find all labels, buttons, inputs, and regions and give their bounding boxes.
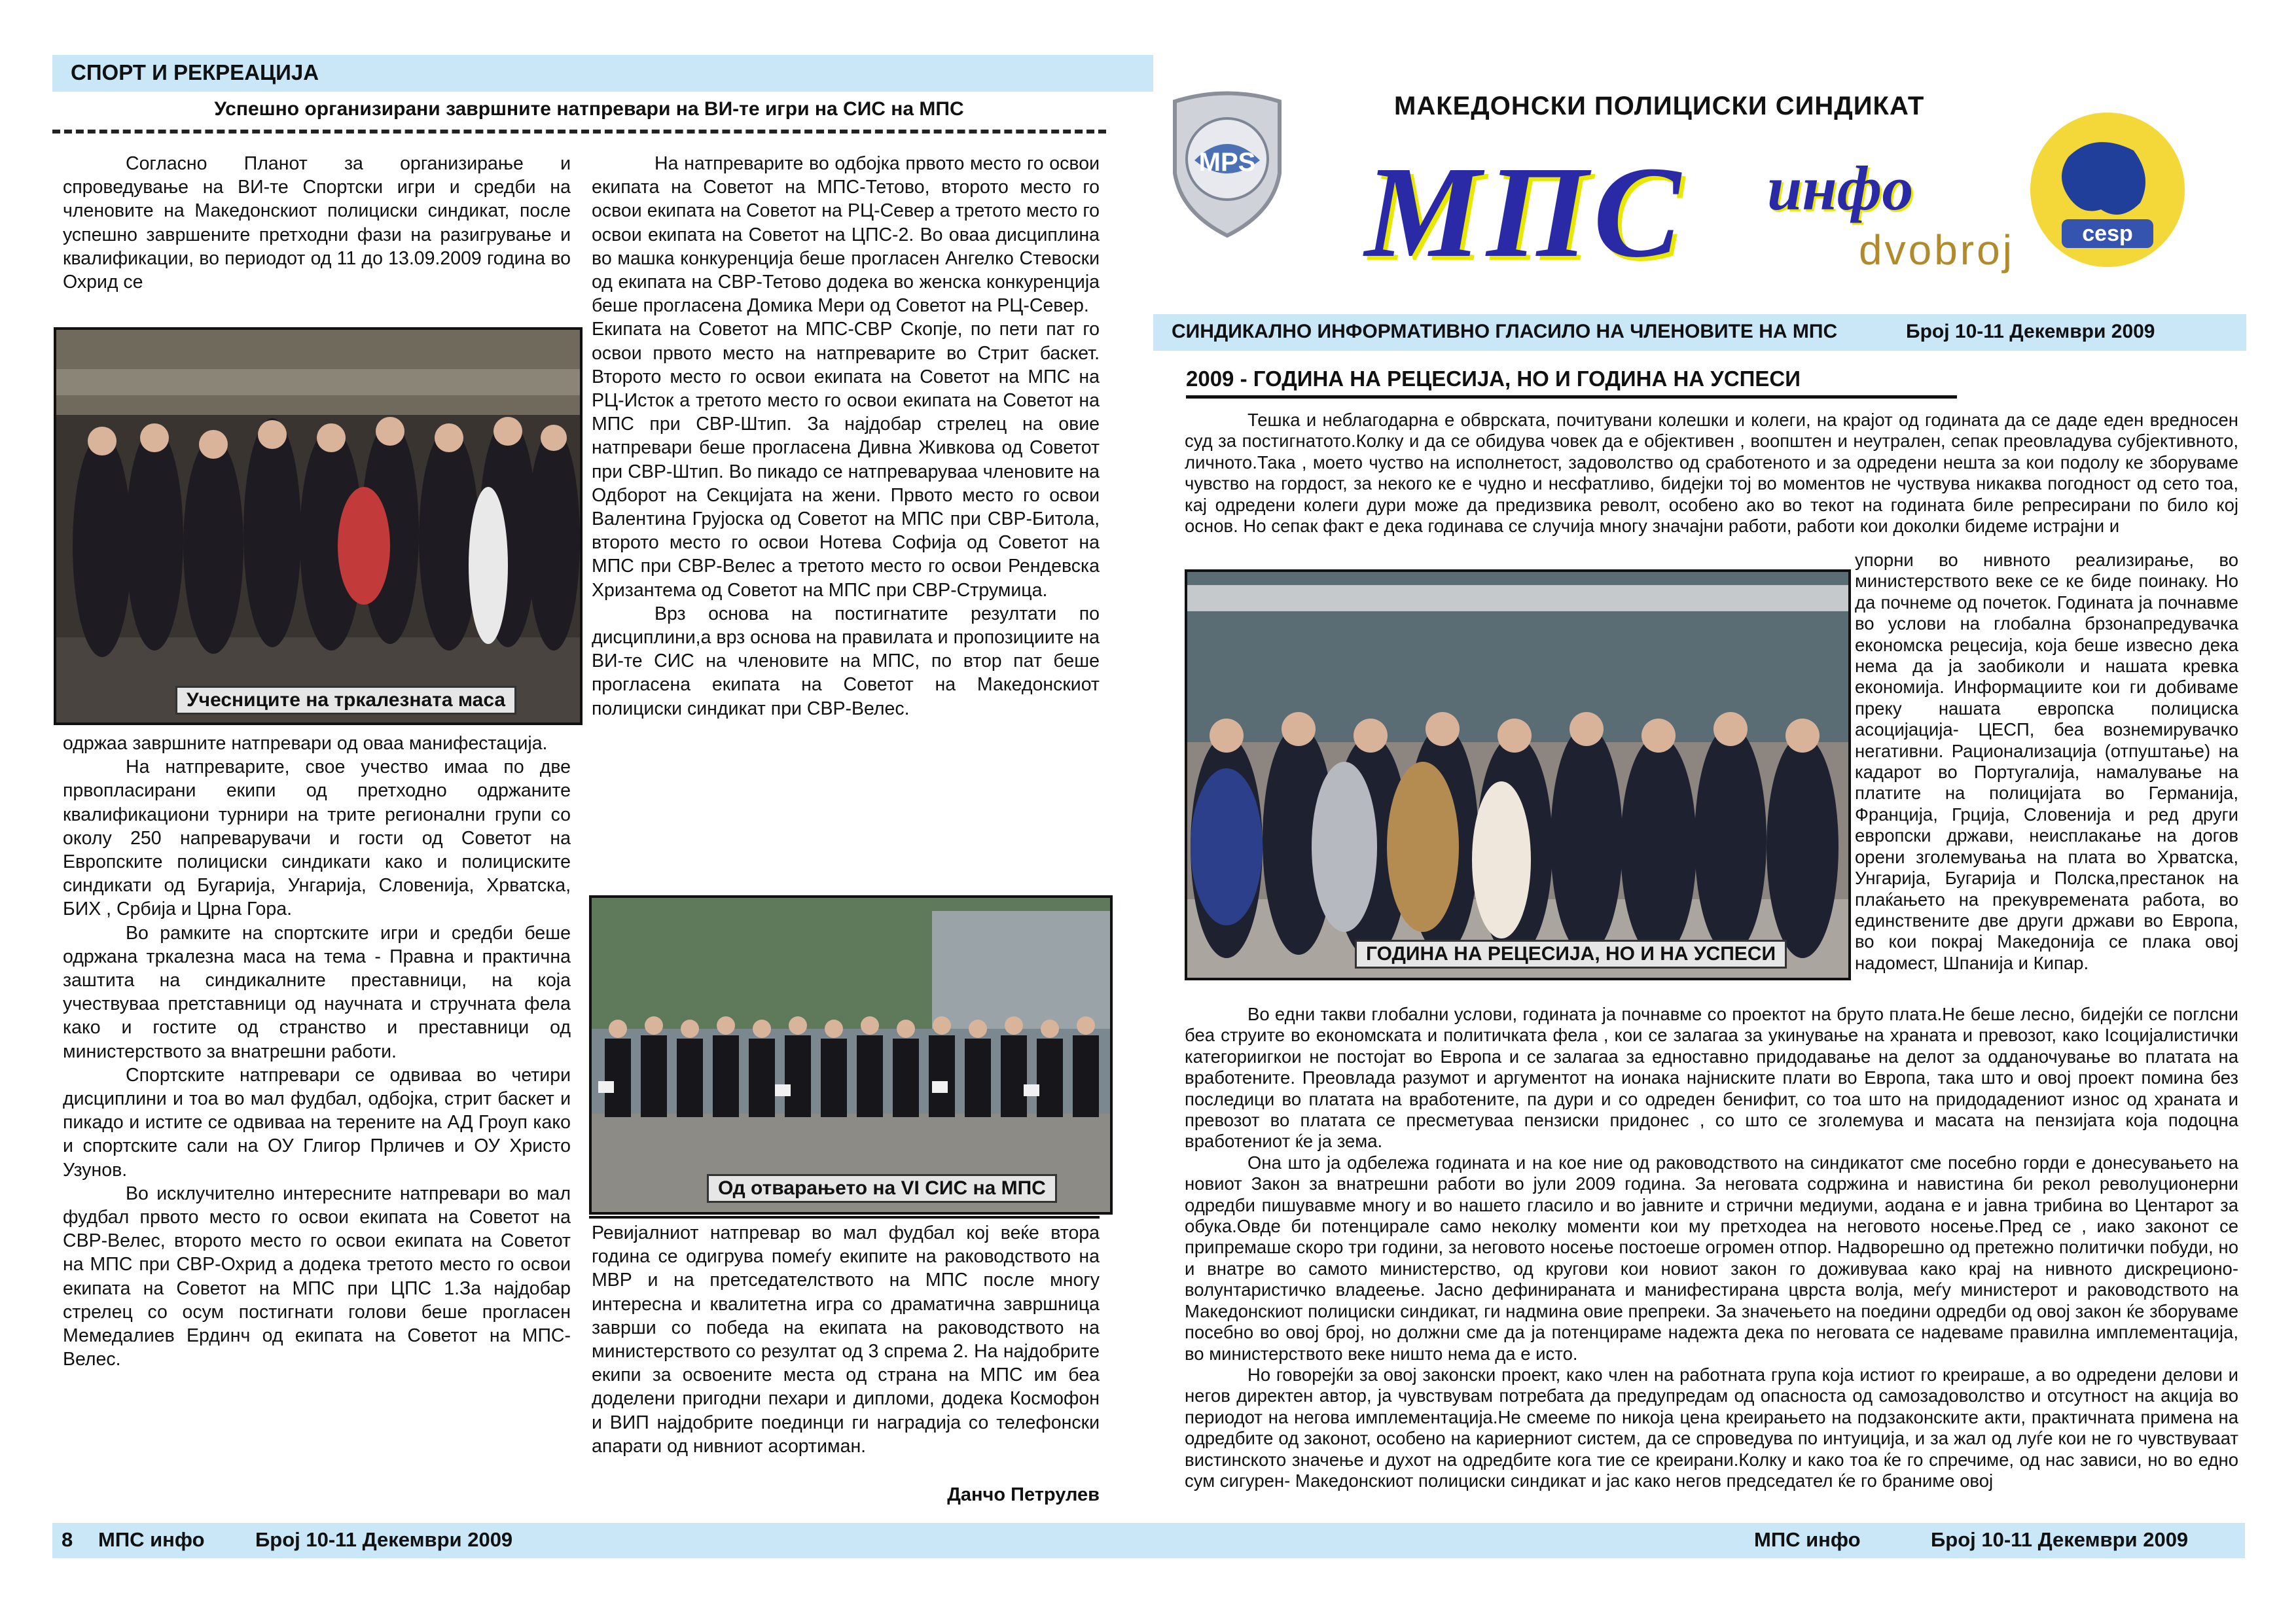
subtitle-text: СИНДИКАЛНО ИНФОРМАТИВНО ГЛАСИЛО НА ЧЛЕНОВИТЕ НА МПС — [1172, 321, 1838, 342]
logo-mps: МПС — [1365, 140, 1686, 285]
article-headline: Успешно организирани завршните натпревари на ВИ-те игри на СИС на МПС — [214, 98, 964, 120]
footer-left-title: МПС инфо — [98, 1528, 205, 1551]
photo-opening — [589, 895, 1113, 1215]
paragraph: Ревијалниот натпревар во мал фудбал кој веќе втора година се одигрува помеѓу екипите на раководството на МВР и на претседателството на МПС после многу интересна и квалитетна игра со драматична завршница заврши со победа на екипата на раководството на министерството со резултат од 3 спрема 2. На најдобрите екипи за освоените места од страна на МПС им беа доделени пригодни пехари и дипломи, додека Космофон и ВИП најдобрите поединци ги наградија со телефонски апарати од нивниот асортиман. — [592, 1222, 1100, 1457]
badge-text: MPS — [1198, 148, 1256, 177]
paragraph: Согласно Планот за организирање и спроведување на ВИ-те Спортски игри и средби на членовите на Македонскиот полициски синдикат, после успешно завршените претходни фази на разигрување и квалификации, во периодот од 11 до 13.09.2009 година во Охрид се — [63, 153, 571, 293]
crowd-photo-image — [1187, 572, 1848, 978]
column-rule — [589, 1216, 1100, 1219]
title-underline — [1186, 395, 1957, 399]
europe-globe-icon — [2022, 105, 2193, 275]
subtitle-bar — [1153, 314, 2246, 351]
article-title: 2009 - ГОДИНА НА РЕЦЕСИЈА, НО И ГОДИНА НА УСПЕСИ — [1186, 366, 1801, 391]
right-body — [1185, 1004, 2238, 1491]
left-column-2-bottom — [592, 1221, 1100, 1458]
paragraph: Во исклучително интересните натпревари во мал фудбал првото место го освои екипата на Советот на СВР-Велес, второто место го освои екипата на Советот на МПС при СВР-Охрид а додека третото место го освои екипата на Советот на МПС при ЦПС 1.За најдобар стрелец со осум постигнати голови беше прогласен Мемедалиев Ердинч од екипата на Советот на МПС-Велес. — [63, 1183, 571, 1370]
footer-bar — [52, 1523, 2245, 1558]
author-name: Данчо Петрулев — [947, 1484, 1100, 1505]
page-number: 8 — [62, 1528, 73, 1551]
footer-left-issue: Број 10-11 Декември 2009 — [255, 1528, 513, 1551]
photo1-caption: Учесниците на тркалезната маса — [175, 686, 516, 715]
dashed-divider — [52, 130, 1106, 134]
shield-icon — [1162, 88, 1293, 239]
paragraph: упорни во нивното реализирање, во министерството веке се ке биде поинаку. Но да почнеме од почеток. Годината ја почнавме во услови на глобална брзонапредувачка економска рецесија, која беше извесно дека нема да ја заобиколи и нашата кревка економија. Информациите кои ги добиваме преку нашата европска полициска асоцијација- ЦЕСП, беа вознемирувачко негативни. Рационализација (отпуштање) на кадарот во Португалија, намалување на платите на полицијата во Германија, Франција, Грција, Словенија и ред други европски држави, неисплакање на догов орени зголемувања на плата во Хрватска, Унгарија, Бугарија и Полска,престанок на плаќањето на прекувремената работа, во единствените две други држави во Европа, во кои покрај Македонија се плака овој надомест, Шпанија и Кипар. — [1855, 550, 2238, 973]
paragraph: Но говорејќи за овој законски проект, како член на работната група која истиот го креираше, а во одредени делови и негов директен автор, ја чувствувам потребата да предупредам од опасноста од самозадоволство и отсутност на акција во периодот на негова имплементација.Не смееме по никоја цена креирањето на подзаконските акти, практичната примена на одредбите од законот, особено на кариерниот систем, да се спроведува по интуиција, и за жал од луѓе кои не го чувствуваат вистинското значење и духот на одредбите кога тие се креирани.Колку и како тоа ќе го спречиме, од нас зависи, но во едно сум сигурен- Македонскиот полициски синдикат и јас како негов председател ќе го браниме овој — [1185, 1364, 2238, 1491]
logo-info: инфо — [1767, 153, 1914, 223]
paragraph: одржаа завршните натпревари од оваа манифестација. — [63, 733, 548, 754]
side-column — [1855, 550, 2238, 974]
intro-paragraph — [1185, 410, 2238, 537]
footer-right-title: МПС инфо — [1754, 1528, 1861, 1551]
section-header-bar — [52, 55, 1153, 92]
police-union-badge — [1162, 88, 1293, 239]
paragraph: Во рамките на спортските игри и средби беше одржана тркалезна маса на тема - Правна и практична заштита на синдикалните преставници, на која учествуваа претставници од научната и стручната фела како и гостите од странство и преставници од министерството за внатрешни работи. — [63, 922, 571, 1062]
issue-text: Број 10-11 Декември 2009 — [1906, 321, 2155, 342]
eu-logo-text: cesp — [2082, 221, 2133, 246]
photo3-caption: ГОДИНА НА РЕЦЕСИЈА, НО И НА УСПЕСИ — [1355, 940, 1787, 969]
paragraph: Она што ја одбележа годината и на кое ние од раководството на синдикатот сме посебно горди е донесувањето на новиот Закон за внатрешни работи во јули 2009 година. За неговата содржина и навистина би рекол револуционерни одредби пишувавме многу и во нашето гласило и во јавните и стрични медиуми, аодана е и јавна трибина во Центарот за обука.Овде би потенцирале само неколку моменти кои му претходеа на неговото носење.Пред се , иако законот се припремаше скоро три години, за неговото носење постоеше огромен отпор. Надворешно од претежно политички побуди, но и внатре во самото министерство, од кругови кои новиот закон го доживуваа како крај на нивното дискреционо- волунтаристичко владеење. Јасно дефинираната и манифестирана цврста волја, меѓу министерот и раководството на Македонскиот полициски синдикат, ги надмина овие препреки. За значењето на поедини одредби од овој закон ќе зборуваме посебно во овој број, но должни сме да ја потенцираме надежта дека по неговата се надеваме правилна имплементација, во министерството веке ништо нема да е исто. — [1185, 1152, 2238, 1364]
opening-ceremony-image — [592, 898, 1110, 1212]
left-column-2-top — [592, 152, 1100, 721]
left-column-1-bottom — [63, 732, 571, 1371]
footer-right-issue: Број 10-11 Декември 2009 — [1931, 1528, 2189, 1551]
paragraph: На натпреварите во одбојка првото место го освои екипата на Советот на МПС-Тетово, второто место го освои екипата на Советот на РЦ-Север а третото место го освои екипата на Советот на ЦПС-2. Во оваа дисциплина во машка конкуренција беше прогласен Ангелко Стевоски од екипата на СВР-Тетово додека во женска конкуренција беше прогласена Домика Мери од Советот на РЦ-Север. — [592, 153, 1100, 317]
cesp-logo — [2022, 105, 2193, 275]
paragraph: Тешка и неблагодарна е обврската, почитувани колешки и колеги, на крајот од годината да се даде еден вредносен суд за постигнатото.Колку и да се обидува човек да е објективен , воопштен и неутрален, сепак преовладува субјективното, личното.Така , моето чуство на исполнетост, задоволство од сработеното и за одредени нешта за кои подолу ке зборуваме чувство на гордост, за некого ке е чудно и несфатливо, бидејки тој во моментов не чуствува никаква погодност од сето тоа, кај одредени колеги дури може да предизвика револт, особено ако во текот на годината биле репресирани по било кој основ. Но сепак факт е дека годинава се случија многу значајни работи, работи кои доколки бидеме истрајни и — [1185, 410, 2238, 537]
paragraph: Во едни такви глобални услови, годината ја почнавме со проектот на бруто плата.Не беше лесно, бидејќи се поглсни беа струите во економската и политичката фела , кои се залагаа за укинување на храната и превозот, како Ісоцијалистички категориигкои не постојат во Европа и се залагаа за едноставно придодавање на делот за одданочување во платата на вработените. Преовлада разумот и аргументот на ионака најниските плати во Европа, така што и овој проект помина без последици во платата на вработените, па дури и со одреден бенифит, со тоа што на придодадениот износ од храната и превозот во платата се пресметуваа пензиски придонес , со што се зголемува и масата на пензијата која подоцна вработениот ќе ја зема. — [1185, 1004, 2238, 1152]
photo-recession — [1185, 569, 1851, 980]
photo2-caption: Од отварањето на VI СИС на МПС — [707, 1174, 1057, 1203]
paragraph: Спортските натпревари се одвиваа во четири дисциплини и тоа во мал фудбал, одбојка, стрит баскет и пикадо и истите се одвиваа на терените на АД Гроуп како и спортските сали на ОУ Глигор Прличев и ОУ Христо Узунов. — [63, 1064, 571, 1181]
group-photo-image — [56, 330, 580, 722]
paragraph: На натпреварите, свое учество имаа по две првопласирани екипи од претходно одржаните квалификациони турнири на трите регионални групи со околу 250 напреварувачи и гости од Советот на Европските полициски синдикати како и полициските синдикати од Бугарија, Унгарија, Словенија, Хрватска, БИХ , Србија и Црна Гора. — [63, 757, 571, 920]
photo-roundtable — [54, 327, 583, 725]
masthead-title: МАКЕДОНСКИ ПОЛИЦИСКИ СИНДИКАТ — [1394, 92, 1925, 120]
paragraph: Врз основа на постигнатите резултати по дисциплини,а врз основа на правилата и пропозициите на ВИ-те СИС на членовите на МПС, по втор пат беше прогласена екипата на Советот на Македонскиот полициски синдикат при СВР-Велес. — [592, 603, 1100, 719]
logo-dvobroj: dvobroj — [1859, 226, 2015, 274]
paragraph: Екипата на Советот на МПС-СВР Скопје, по пети пат го освои првото место на натпреварите во Стрит баскет. Второто место го освои екипата на Советот на МПС на РЦ-Исток а третото место го освои екипата на Советот на МПС при СВР-Штип. За најдобар стрелец на овие натпревари беше прогласена Дивна Живкова од Советот при СВР-Штип. Во пикадо се натпреваруваа членовите на Одборот на Секцијата на жени. Првото место го освои Валентина Грујоска од Советот на МПС при СВР-Битола, второто место го освои Нотева Софија од Советот на МПС при СВР-Велес а третото место го освои Рендевска Хризантема од Советот на МПС при СВР-Струмица. — [592, 319, 1100, 601]
left-column-1-top — [63, 152, 571, 294]
section-title: СПОРТ И РЕКРЕАЦИЈА — [71, 60, 319, 84]
